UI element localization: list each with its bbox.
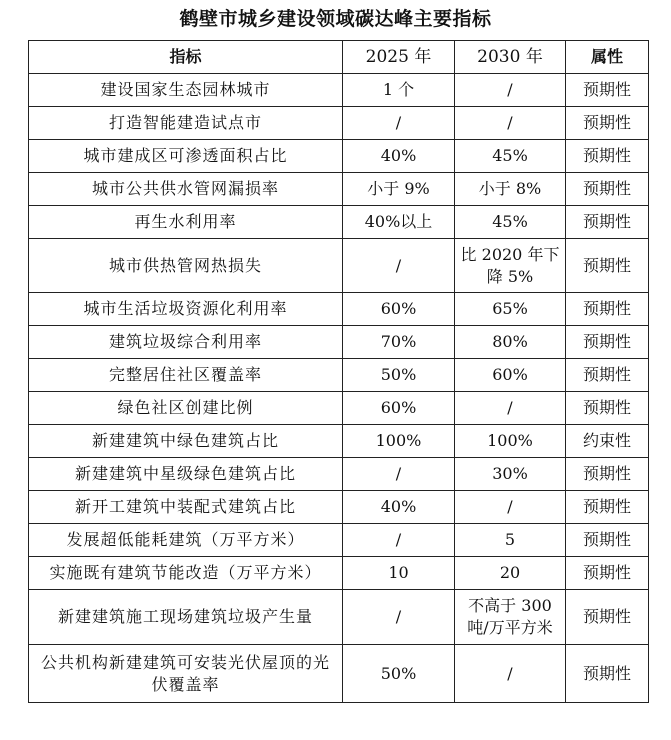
cell-indicator: 城市公共供水管网漏损率 [29,173,343,206]
cell-attribute: 预期性 [566,359,649,392]
cell-2030: 不高于 300 吨/万平方米 [455,590,566,645]
table-row [29,524,649,557]
cell-attribute: 约束性 [566,425,649,458]
cell-indicator: 再生水利用率 [29,206,343,239]
cell-2025: 小于 9% [343,173,455,206]
cell-indicator: 公共机构新建建筑可安装光伏屋顶的光伏覆盖率 [29,645,343,703]
cell-2030: / [455,107,566,140]
table-row [29,392,649,425]
cell-attribute: 预期性 [566,557,649,590]
cell-attribute: 预期性 [566,645,649,703]
cell-2025: 60% [343,392,455,425]
cell-attribute: 预期性 [566,140,649,173]
table-row [29,359,649,392]
cell-indicator: 发展超低能耗建筑（万平方米） [29,524,343,557]
cell-2025: 100% [343,425,455,458]
cell-2030: 65% [455,293,566,326]
header-indicator: 指标 [29,41,343,74]
cell-indicator: 建筑垃圾综合利用率 [29,326,343,359]
table-row [29,239,649,293]
cell-indicator: 新开工建筑中装配式建筑占比 [29,491,343,524]
cell-2025: 40%以上 [343,206,455,239]
cell-2030: 5 [455,524,566,557]
header-attribute: 属性 [566,41,649,74]
table-row [29,590,649,645]
cell-2025: 1 个 [343,74,455,107]
cell-attribute: 预期性 [566,293,649,326]
cell-2030: 小于 8% [455,173,566,206]
table-row [29,107,649,140]
cell-2030: 20 [455,557,566,590]
table-row [29,557,649,590]
cell-2030: 100% [455,425,566,458]
cell-2030: 45% [455,206,566,239]
cell-attribute: 预期性 [566,590,649,645]
cell-indicator: 城市供热管网热损失 [29,239,343,293]
cell-indicator: 完整居住社区覆盖率 [29,359,343,392]
table-title: 鹤壁市城乡建设领域碳达峰主要指标 [179,8,492,30]
cell-attribute: 预期性 [566,206,649,239]
cell-indicator: 城市生活垃圾资源化利用率 [29,293,343,326]
cell-2025: / [343,524,455,557]
cell-2030: 30% [455,458,566,491]
cell-2030: 80% [455,326,566,359]
table-row [29,140,649,173]
cell-indicator: 绿色社区创建比例 [29,392,343,425]
cell-indicator: 新建建筑施工现场建筑垃圾产生量 [29,590,343,645]
cell-attribute: 预期性 [566,326,649,359]
table-row [29,458,649,491]
table-row [29,74,649,107]
cell-attribute: 预期性 [566,524,649,557]
cell-attribute: 预期性 [566,107,649,140]
header-2025: 2025 年 [343,41,455,74]
cell-2025: 40% [343,140,455,173]
cell-2030: / [455,645,566,703]
cell-2030: / [455,491,566,524]
cell-2025: 60% [343,293,455,326]
indicator-table [28,40,649,703]
cell-attribute: 预期性 [566,74,649,107]
cell-indicator: 城市建成区可渗透面积占比 [29,140,343,173]
cell-2030: / [455,74,566,107]
cell-2025: 50% [343,359,455,392]
cell-indicator: 建设国家生态园林城市 [29,74,343,107]
cell-attribute: 预期性 [566,239,649,293]
cell-attribute: 预期性 [566,458,649,491]
cell-2025: 10 [343,557,455,590]
cell-2025: 50% [343,645,455,703]
table-header-row [29,41,649,74]
cell-indicator: 新建建筑中星级绿色建筑占比 [29,458,343,491]
cell-2025: / [343,458,455,491]
cell-indicator: 新建建筑中绿色建筑占比 [29,425,343,458]
cell-2025: / [343,107,455,140]
cell-indicator: 实施既有建筑节能改造（万平方米） [29,557,343,590]
cell-attribute: 预期性 [566,491,649,524]
cell-attribute: 预期性 [566,173,649,206]
table-row [29,491,649,524]
table-row [29,326,649,359]
cell-2025: / [343,239,455,293]
cell-2030: 60% [455,359,566,392]
table-row [29,645,649,703]
table-row [29,293,649,326]
cell-2025: 70% [343,326,455,359]
cell-2030: 比 2020 年下降 5% [455,239,566,293]
header-2030: 2030 年 [455,41,566,74]
table-row [29,425,649,458]
cell-attribute: 预期性 [566,392,649,425]
table-row [29,173,649,206]
cell-2025: 40% [343,491,455,524]
cell-2030: 45% [455,140,566,173]
table-row [29,206,649,239]
cell-indicator: 打造智能建造试点市 [29,107,343,140]
cell-2025: / [343,590,455,645]
cell-2030: / [455,392,566,425]
